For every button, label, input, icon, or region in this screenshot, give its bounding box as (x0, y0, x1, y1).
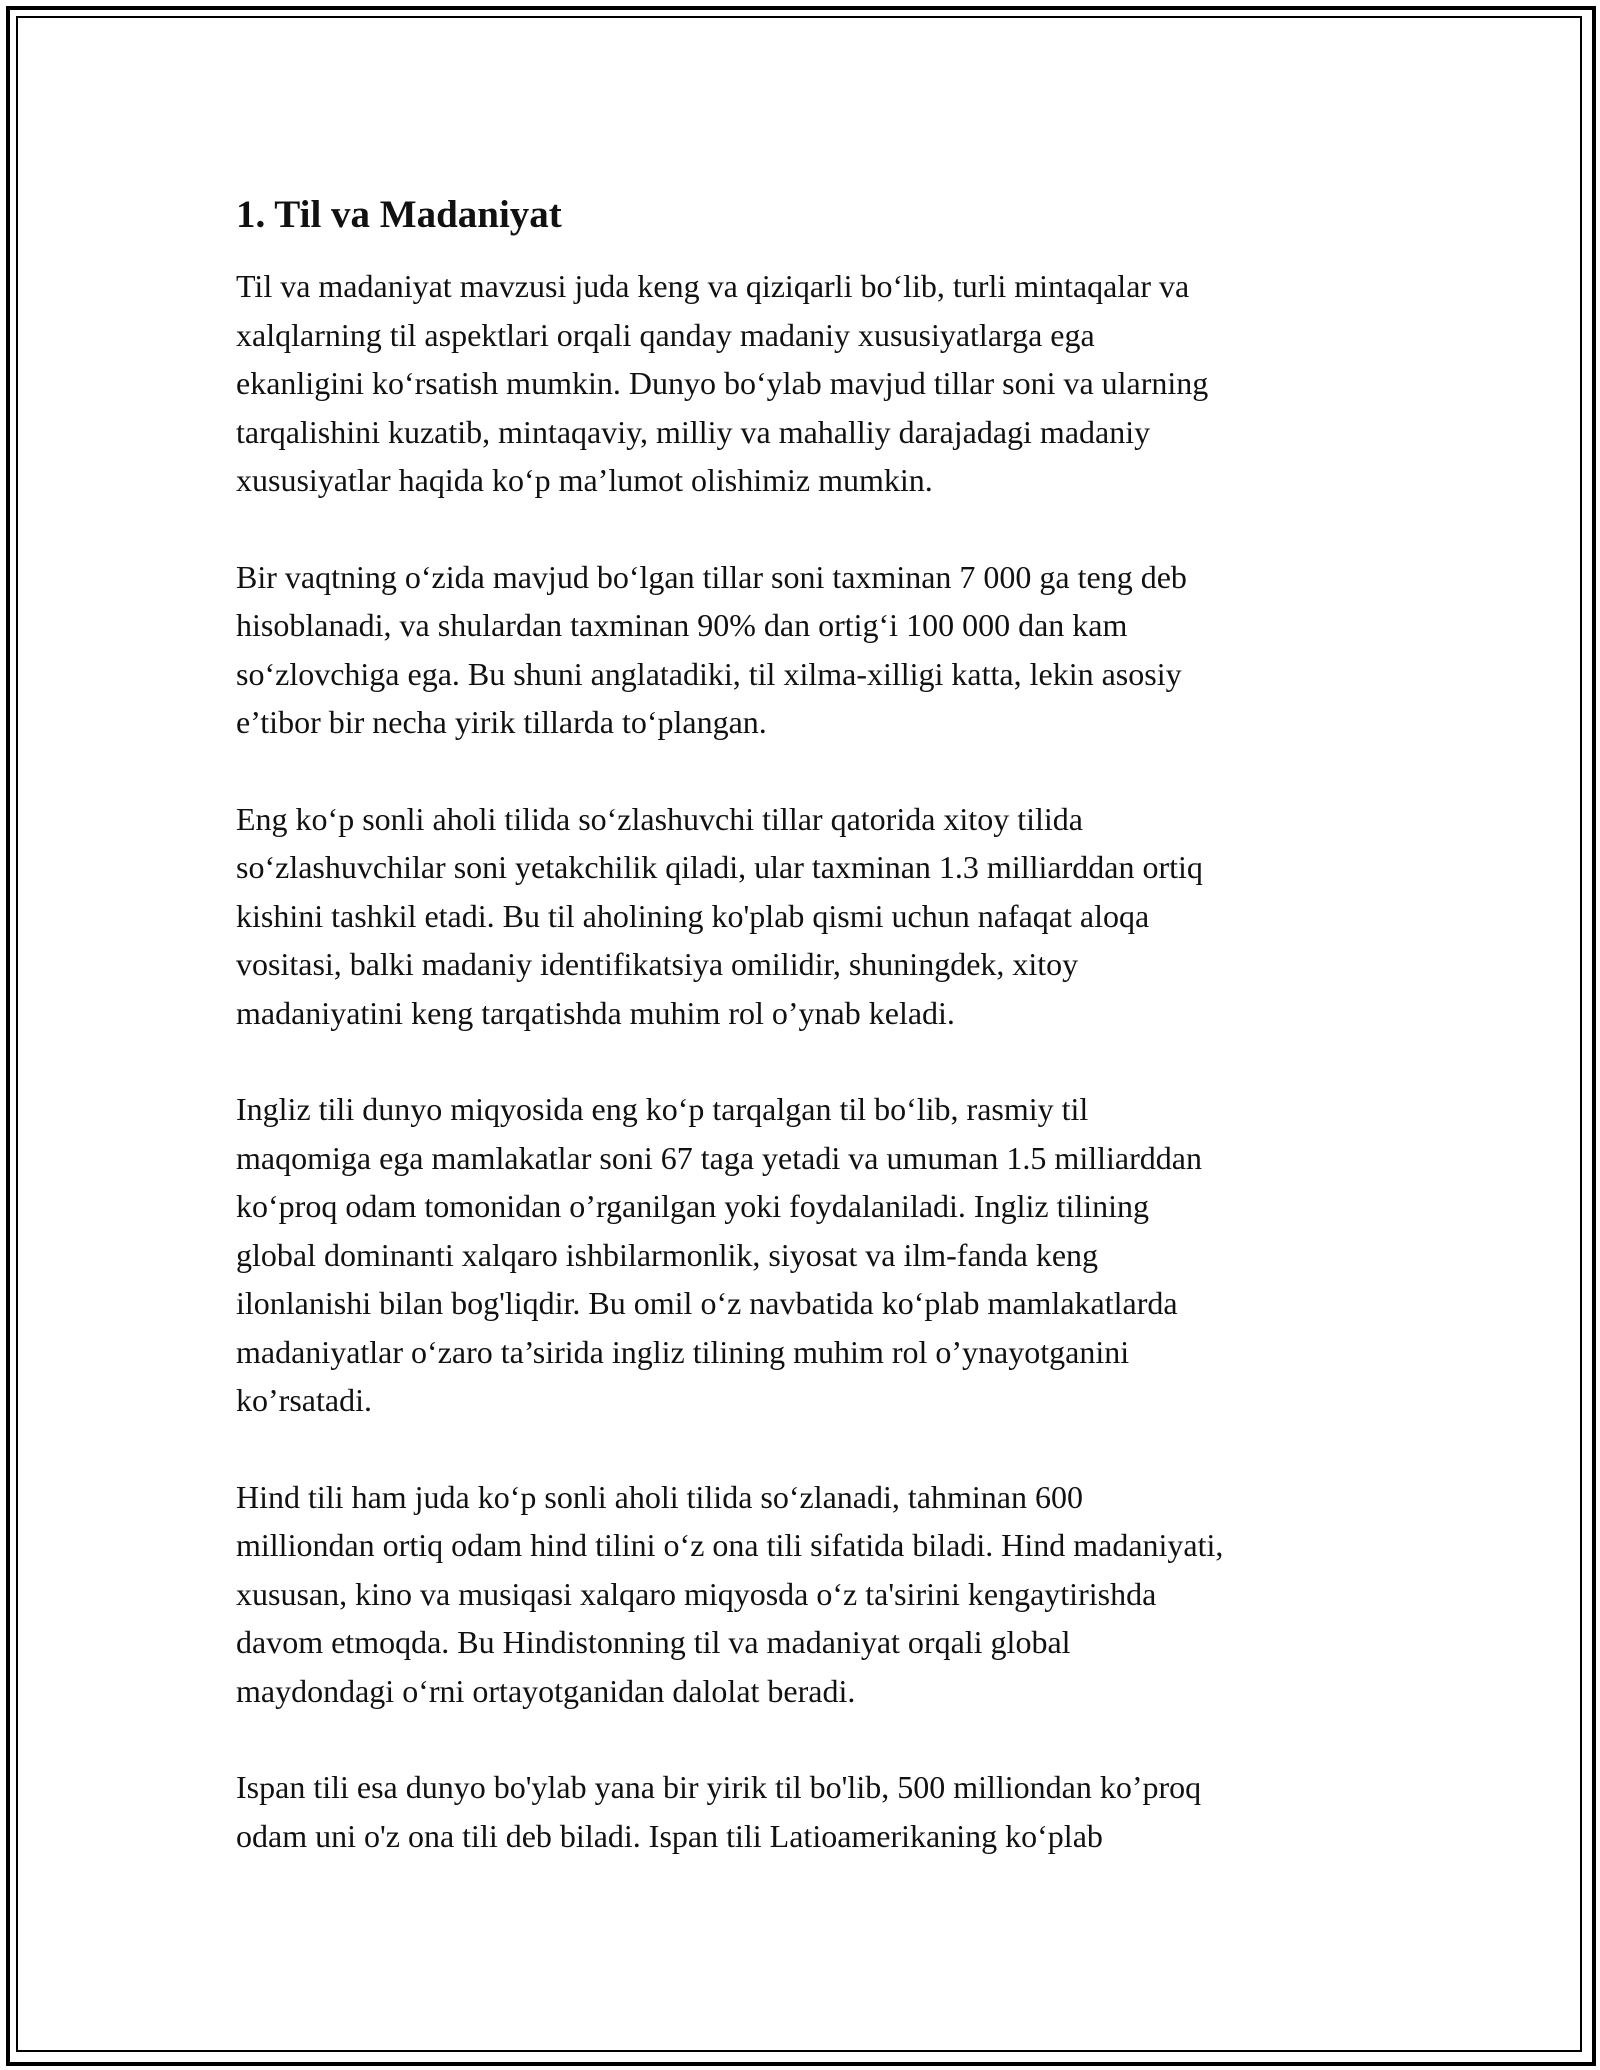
paragraph-intro: Til va madaniyat mavzusi juda keng va qiziqarli bo‘lib, turli mintaqalar va xalqlarning til aspektlari orqali qanday madaniy xususiyatlarga ega ekanligini ko‘rsatish mumkin. Dunyo bo‘ylab mavjud tillar soni va ularning tarqalishini kuzatib, mintaqaviy, milliy va mahalliy darajadagi madaniy xususiyatlar haqida ko‘p ma’lumot olishimiz mumkin. (236, 268, 1209, 498)
paragraph-hindi: Hind tili ham juda ko‘p sonli aholi tilida so‘zlanadi, tahminan 600 milliondan ortiq odam hind tilini o‘z ona tili sifatida biladi. Hind madaniyati, xususan, kino va musiqasi xalqaro miqyosda o‘z ta'sirini kengaytirishda davom etmoqda. Bu Hindistonning til va madaniyat orqali global maydondagi o‘rni ortayotganidan dalolat beradi. (236, 1478, 1224, 1709)
paragraph-english: Ingliz tili dunyo miqyosida eng ko‘p tarqalgan til bo‘lib, rasmiy til maqomiga ega mamlakatlar soni 67 taga yetadi va umuman 1.5 milliarddan ko‘proq odam tomonidan o’rganilgan yoki foydalaniladi. Ingliz tilining global dominanti xalqaro ishbilarmonlik, siyosat va ilm-fanda keng ilonlanishi bilan bog'liqdir. Bu omil o‘z navbatida ko‘plab mamlakatlarda madaniyatlar o‘zaro ta’sirida ingliz tilining muhim rol o’ynayotganini ko’rsatadi. (236, 1091, 1202, 1418)
paragraph-chinese: Eng ko‘p sonli aholi tilida so‘zlashuvchi tillar qatorida xitoy tilida so‘zlashuvchilar soni yetakchilik qiladi, ular taxminan 1.3 milliarddan ortiq kishini tashkil etadi. Bu til aholining ko'plab qismi uchun nafaqat aloqa vositasi, balki madaniy identifikatsiya omilidir, shuningdek, xitoy madaniyatini keng tarqatishda muhim rol o’ynab keladi. (236, 800, 1203, 1031)
paragraph-spanish: Ispan tili esa dunyo bo'ylab yana bir yirik til bo'lib, 500 milliondan ko’proq odam uni o'z ona tili deb biladi. Ispan tili Latioamerikaning ko‘plab (236, 1769, 1202, 1854)
section-heading: 1. Til va Madaniyat (236, 193, 562, 236)
document-body (236, 188, 1376, 1908)
paragraph-language-count: Bir vaqtning o‘zida mavjud bo‘lgan tillar soni taxminan 7 000 ga teng deb hisoblanadi, va shulardan taxminan 90% dan ortig‘i 100 000 dan kam so‘zlovchiga ega. Bu shuni anglatadiki, til xilma-xilligi katta, lekin asosiy e’tibor bir necha yirik tillarda to‘plangan. (236, 558, 1187, 740)
